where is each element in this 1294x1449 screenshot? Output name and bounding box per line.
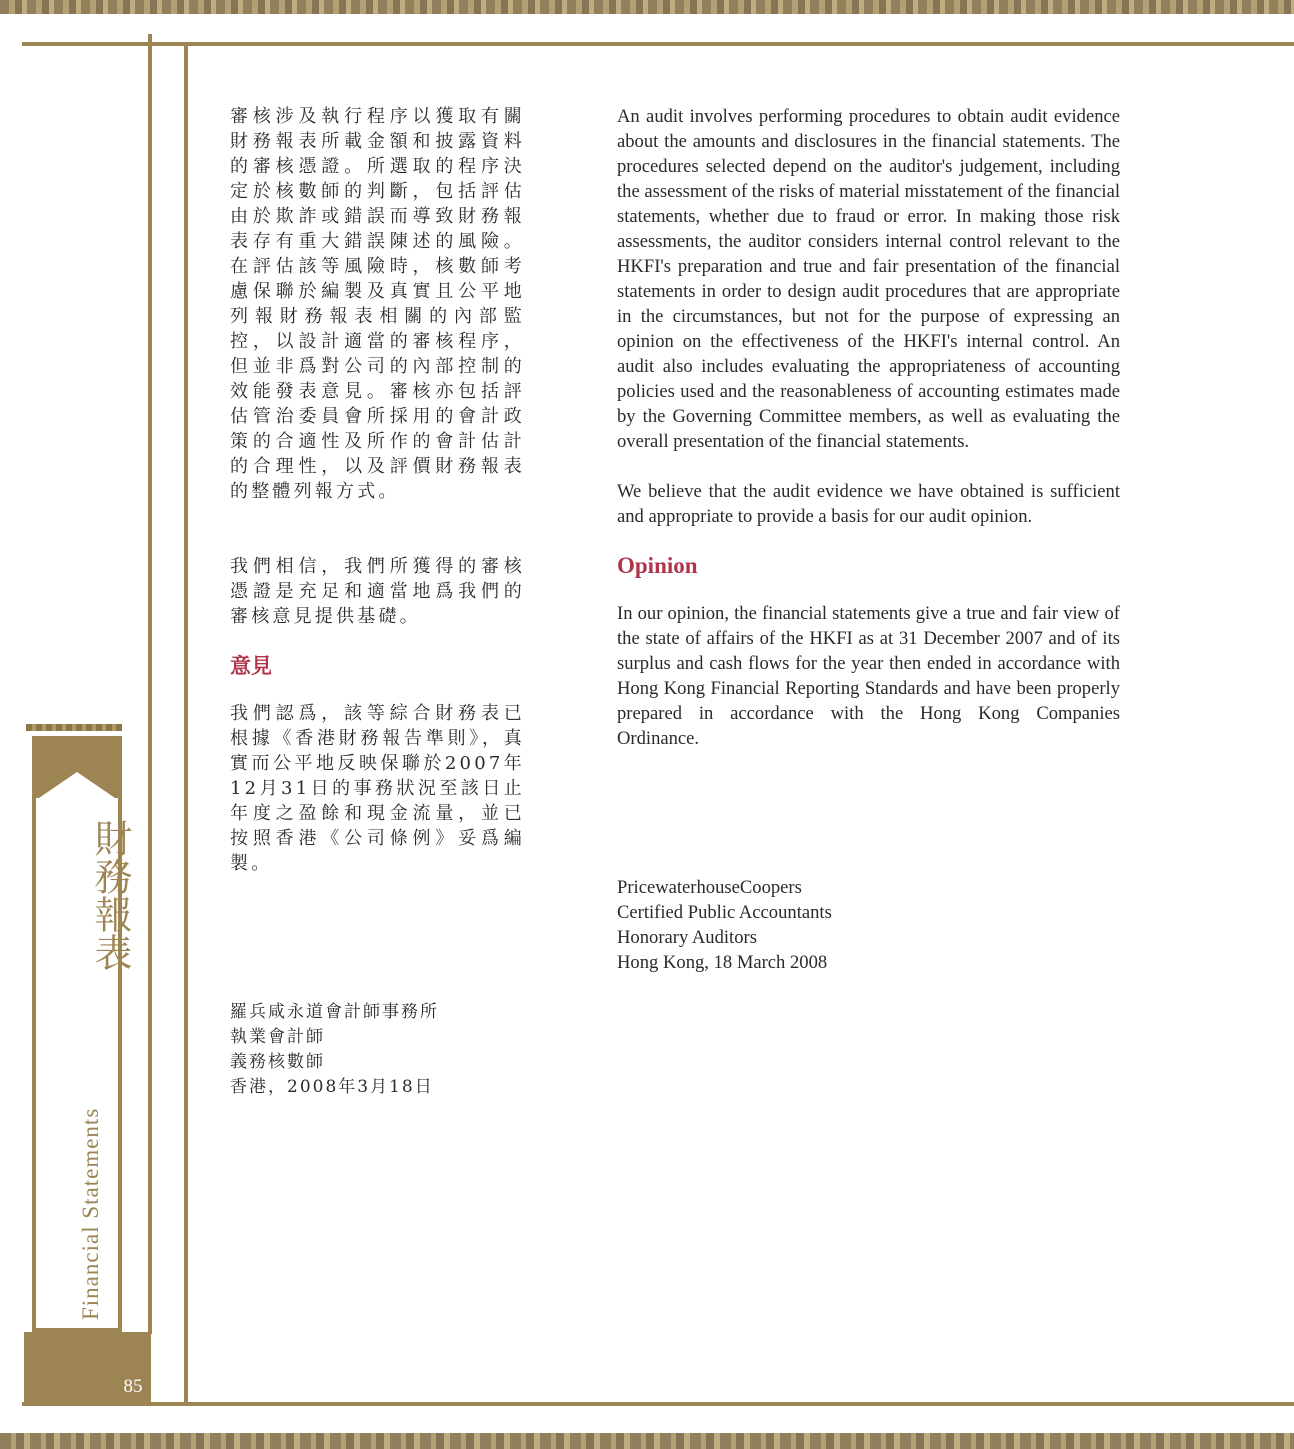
left-rule-outer (148, 34, 152, 1334)
zh-paragraph-audit-procedures: 審核涉及執行程序以獲取有關財務報表所載金額和披露資料的審核憑證。所選取的程序決定於核數師的判斷，包括評估由於欺詐或錯誤而導致財務報表存有重大錯誤陳述的風險。在評估該等風險時，核數師考慮保聯於編製及真實且公平地列報財務報表相關的內部監控，以設計適當的審核程序，但並非爲對公司的內部控制的效能發表意見。審核亦包括評估管治委員會所採用的會計政策的合適性及所作的會計估計的合理性，以及評價財務報表的整體列報方式。 (230, 106, 525, 502)
bottom-border-texture (0, 1433, 1294, 1449)
zh-signature-role: 執業會計師 (230, 1027, 325, 1047)
zh-paragraph-opinion: 我們認爲，該等綜合財務表已根據《香港財務報告準則》，真實而公平地反映保聯於2007年12月31日的事務狀況至該日止年度之盈餘和現金流量，並已按照香港《公司條例》妥爲編製。 (230, 703, 525, 874)
zh-signature-firm: 羅兵咸永道會計師事務所 (230, 1002, 439, 1022)
zh-opinion-heading: 意見 (230, 653, 272, 678)
side-tab-top-texture (26, 724, 122, 731)
en-signature-date: Hong Kong, 18 March 2008 (617, 952, 828, 973)
zh-paragraph-audit-evidence: 我們相信，我們所獲得的審核憑證是充足和適當地爲我們的審核意見提供基礎。 (230, 556, 525, 627)
zh-signature-auditor: 義務核數師 (230, 1052, 325, 1072)
english-column (617, 104, 1120, 975)
side-tab-peak (36, 772, 118, 800)
en-paragraph-opinion: In our opinion, the financial statements give a true and fair view of the state of affairs of the HKFI as at 31 December 2007 and of its surplus and cash flows for the year then ended in accordance with Hong Kong Financial Reporting Standards and have been properly prepared in accordance with the Hong Kong Companies Ordinance. (617, 603, 1120, 749)
chinese-column (230, 104, 525, 1100)
page-number: 85 (123, 1376, 143, 1397)
en-paragraph-audit-evidence: We believe that the audit evidence we have obtained is sufficient and appropriate to provide a basis for our audit opinion. (617, 481, 1120, 527)
left-rule-inner (184, 46, 188, 1406)
bottom-rule (22, 1402, 1294, 1406)
top-border-texture (0, 0, 1294, 14)
side-tab-english-title: Financial Statements (78, 1107, 103, 1320)
en-signature-auditor: Honorary Auditors (617, 927, 757, 948)
en-paragraph-audit-procedures: An audit involves performing procedures to obtain audit evidence about the amounts and disclosures in the financial statements. The procedures selected depend on the auditor's judgement, including the assessment of the risks of material misstatement of the financial statements, whether due to fraud or error. In making those risk assessments, the auditor considers internal control relevant to the HKFI's preparation and true and fair presentation of the financial statements in order to design audit procedures that are appropriate in the circumstances, but not for the purpose of expressing an opinion on the effectiveness of the HKFI's internal control. An audit also includes evaluating the appropriateness of accounting policies used and the reasonableness of accounting estimates made by the Governing Committee members, as well as evaluating the overall presentation of the financial statements. (617, 106, 1120, 452)
en-signature-firm: PricewaterhouseCoopers (617, 877, 802, 898)
en-opinion-heading: Opinion (617, 553, 698, 578)
top-rule (22, 42, 1294, 46)
side-tab-chinese-title: 財務報表 (88, 819, 132, 971)
en-signature-role: Certified Public Accountants (617, 902, 832, 923)
zh-signature-date: 香港，2008年3月18日 (230, 1077, 434, 1097)
